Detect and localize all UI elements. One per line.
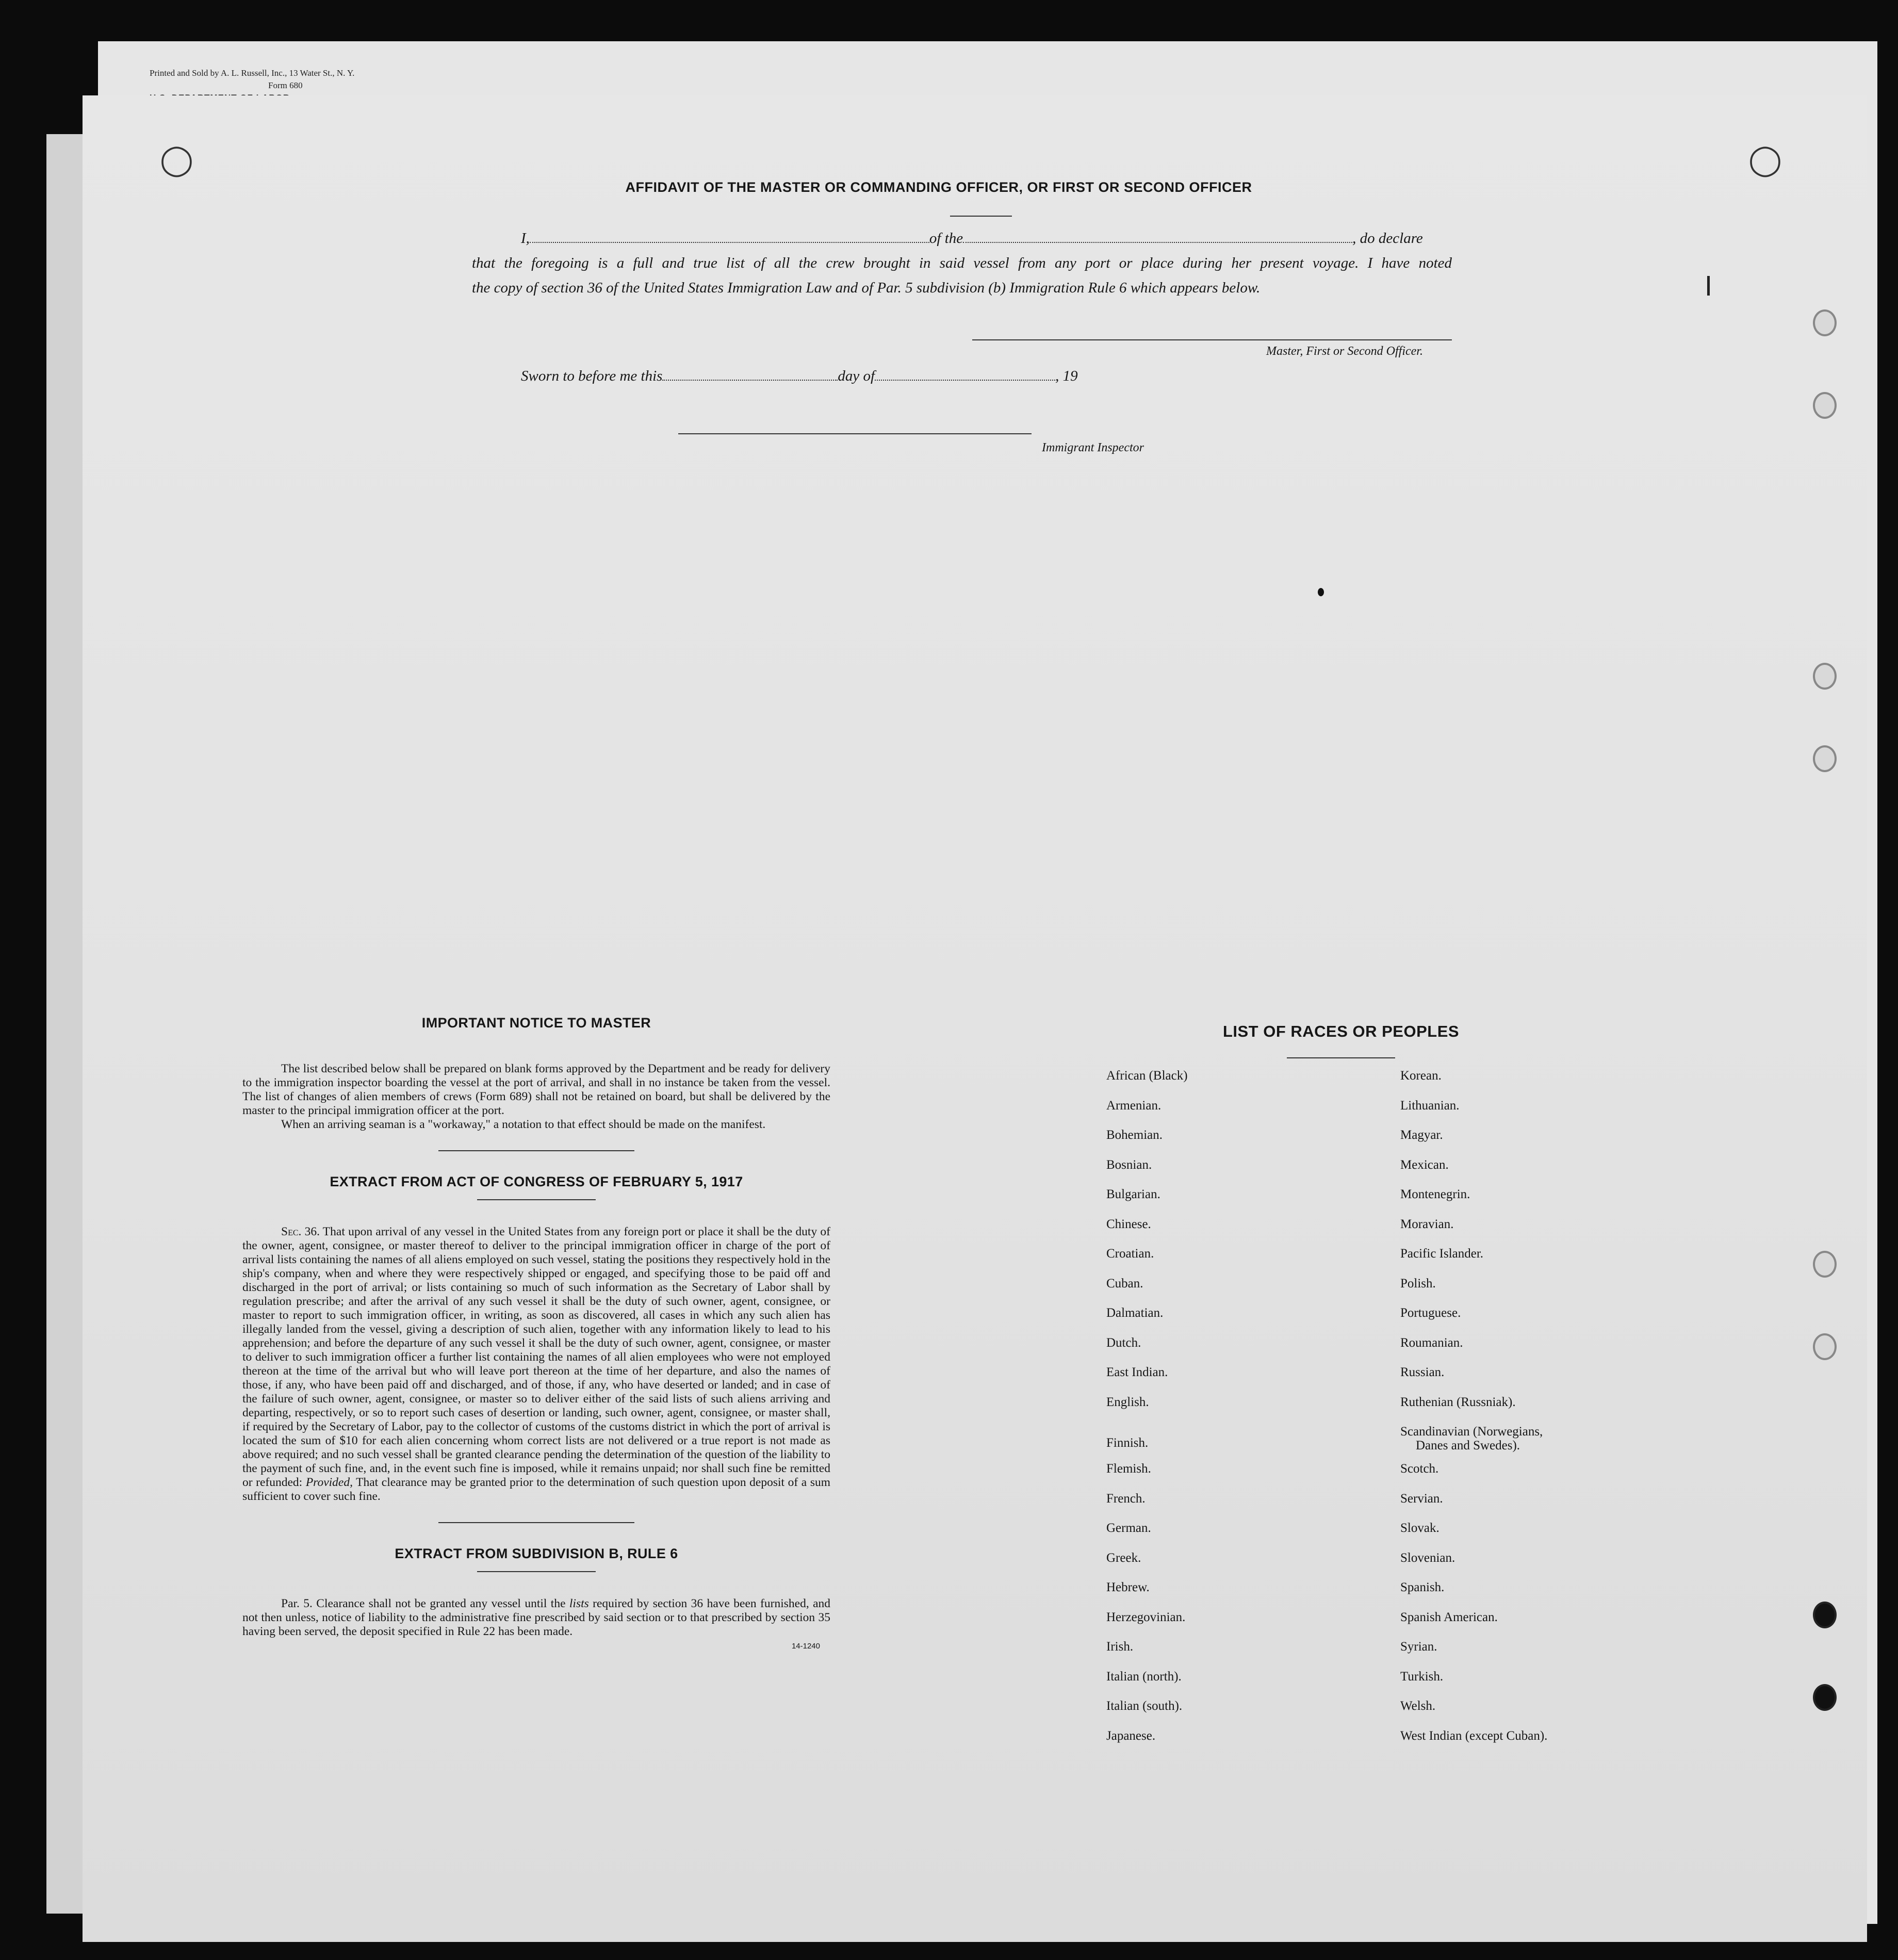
race-item: Welsh. bbox=[1400, 1699, 1436, 1713]
notices-column bbox=[242, 1015, 830, 1651]
race-item-label: Finnish. bbox=[1106, 1436, 1149, 1450]
races-left-column bbox=[1106, 1069, 1188, 1758]
race-item: Spanish. bbox=[1400, 1580, 1445, 1594]
races-right-column bbox=[1400, 1069, 1547, 1758]
vessel-field[interactable] bbox=[963, 231, 1352, 243]
inspector-signature-line[interactable] bbox=[678, 433, 1032, 434]
act-text: 36. That upon arrival of any vessel in the United States from any foreign port or place it shall be the duty of the owner, agent, consignee, or master thereof to deliver to the principal immigration officer in charge of the port of arrival lists containing the names of all aliens employed on such vessel, stating the positions they respectively hold in the ship's company, when and where they were respectively shipped or engaged, and specifying those to be paid off and discharged in the port of arrival; or lists containing so much of such information as the Secretary of Labor shall by regulation prescribe; and after the arrival of any such vessel it shall be the duty of such owner, agent, consignee, or master to report to such immigration officer, in writing, as soon as discovered, all cases in which any such alien has illegally landed from the vessel, giving a description of such alien, together with any information likely to lead to his apprehension; and before the departure of any such vessel it shall be the duty of such owner, agent, consignee, or master to deliver to such immigration officer a further list containing the names of all alien employees who were not employed thereon at the time of the arrival but who will leave port thereon at the time of her departure, and also the names of those, if any, who have been paid off and discharged, and of those, if any, who have deserted or landed; and in case of the failure of such owner, agent, consignee, or master so to deliver either of the said lists of such aliens arriving and departing, respectively, or so to report such cases of desertion or landing, such owner, agent, consignee, or master shall, if required by the Secretary of Labor, pay to the collector of customs of the customs district in which the port of arrival is located the sum of $10 for each alien concerning whom correct lists are not delivered or a true report is not made as above required; and no such vessel shall be granted clearance pending the determination of the question of the liability to the payment of such fine, and, in the event such fine is imposed, while it remains unpaid; nor shall such fine be remitted or refunded: bbox=[242, 1225, 830, 1489]
race-item: Hebrew. bbox=[1106, 1580, 1150, 1594]
race-item: Cuban. bbox=[1106, 1276, 1143, 1291]
sworn-day-field[interactable] bbox=[662, 368, 838, 381]
sworn-month-field[interactable] bbox=[875, 368, 1055, 381]
section-divider bbox=[438, 1522, 634, 1523]
race-item: Croatian. bbox=[1106, 1247, 1154, 1261]
races-title-rule bbox=[1287, 1057, 1395, 1058]
race-item: Chinese. bbox=[1106, 1217, 1151, 1231]
race-item: Korean. bbox=[1400, 1069, 1442, 1083]
race-item: German. bbox=[1106, 1521, 1151, 1535]
race-item: Lithuanian. bbox=[1400, 1098, 1460, 1113]
title-rule bbox=[950, 216, 1012, 217]
rule-extract-text bbox=[242, 1597, 830, 1639]
sworn-label: Sworn to before me this bbox=[521, 368, 663, 384]
sworn-line bbox=[521, 368, 1078, 385]
rule-text-b: required by section 36 have been furnished, and not then unless, notice of liability to the administrative fine prescribed by said section or to that prescribed by section 35 having been served, the deposit specified in Rule 22 has been made. bbox=[242, 1597, 831, 1638]
race-item: Servian. bbox=[1400, 1491, 1443, 1506]
act-extract-text bbox=[242, 1225, 830, 1504]
form-line: Form 680 bbox=[268, 80, 303, 90]
rule-text-a: Par. 5. Clearance shall not be granted any vessel until the bbox=[281, 1597, 569, 1610]
affidavit-of-the: of the bbox=[929, 230, 963, 247]
provided-word: Provided, bbox=[305, 1476, 353, 1489]
race-item: Greek. bbox=[1106, 1550, 1141, 1565]
affidavit-line-2: that the foregoing is a full and true list of all the crew brought in said vessel from any port or place during her present voyage. I have noted bbox=[472, 255, 1452, 271]
race-item: Spanish American. bbox=[1400, 1610, 1498, 1624]
race-item: Magyar. bbox=[1400, 1128, 1443, 1142]
race-item: Japanese. bbox=[1106, 1728, 1156, 1743]
race-item: West Indian (except Cuban). bbox=[1400, 1728, 1548, 1743]
bleed-through-text bbox=[1547, 263, 1815, 397]
race-item: Scotch. bbox=[1400, 1462, 1439, 1476]
race-item: Bohemian. bbox=[1106, 1128, 1163, 1142]
punch-hole-icon bbox=[1813, 309, 1837, 336]
name-field[interactable] bbox=[530, 231, 929, 243]
notice-title: IMPORTANT NOTICE TO MASTER bbox=[421, 1015, 651, 1031]
affidavit-body bbox=[472, 226, 1452, 300]
affidavit-title: AFFIDAVIT OF THE MASTER OR COMMANDING OFFICER, OR FIRST OR SECOND OFFICER bbox=[625, 179, 1252, 195]
race-item: Mexican. bbox=[1400, 1157, 1449, 1172]
race-item: Syrian. bbox=[1400, 1640, 1437, 1654]
race-item: Italian (south). bbox=[1106, 1699, 1183, 1713]
race-item: Turkish. bbox=[1400, 1669, 1444, 1684]
race-item: Armenian. bbox=[1106, 1098, 1161, 1113]
race-item: Portuguese. bbox=[1400, 1306, 1461, 1320]
master-signature-line[interactable] bbox=[972, 339, 1452, 340]
race-item: Roumanian. bbox=[1400, 1335, 1463, 1350]
race-item-line-1: Scandinavian (Norwegians, bbox=[1400, 1425, 1543, 1439]
race-item: Ruthenian (Russniak). bbox=[1400, 1395, 1516, 1409]
race-item: Herzegovinian. bbox=[1106, 1610, 1186, 1624]
corner-clip-icon: ◯ bbox=[160, 143, 193, 176]
punch-hole-icon bbox=[1813, 1602, 1837, 1628]
notice-paragraph-2: When an arriving seaman is a "workaway," a notation to that effect should be made on the manifest. bbox=[281, 1118, 766, 1131]
sec-label: Sec. bbox=[281, 1225, 302, 1238]
rule-extract-title: EXTRACT FROM SUBDIVISION B, RULE 6 bbox=[395, 1546, 678, 1561]
ink-speck bbox=[1318, 588, 1324, 596]
punch-hole-icon bbox=[1813, 1333, 1837, 1360]
race-item: Bulgarian. bbox=[1106, 1187, 1160, 1201]
race-item: Slovak. bbox=[1400, 1521, 1439, 1535]
race-item bbox=[1400, 1425, 1547, 1462]
punch-hole-icon bbox=[1813, 1251, 1837, 1278]
race-item bbox=[1106, 1425, 1188, 1462]
notice-paragraph-1: The list described below shall be prepared on blank forms approved by the Department and be ready for delivery to the immigration inspector boarding the vessel at the port of arrival, and shall in no instance be taken from the vessel. The list of changes of alien members of crews (Form 689) shall not be retained on board, but shall be delivered by the master to the principal immigration officer at the port. bbox=[242, 1062, 830, 1117]
race-item: Pacific Islander. bbox=[1400, 1247, 1484, 1261]
race-item: Slovenian. bbox=[1400, 1550, 1455, 1565]
affidavit-i: I, bbox=[521, 230, 530, 247]
race-item: African (Black) bbox=[1106, 1069, 1188, 1083]
affidavit-do-declare: , do declare bbox=[1352, 230, 1423, 247]
lists-word: lists bbox=[569, 1597, 589, 1610]
race-item: Italian (north). bbox=[1106, 1669, 1182, 1684]
race-item: East Indian. bbox=[1106, 1365, 1168, 1379]
punch-hole-icon bbox=[1813, 392, 1837, 419]
year-label: , 19 bbox=[1055, 368, 1078, 384]
punch-hole-icon bbox=[1813, 745, 1837, 772]
race-item-line-2: Danes and Swedes). bbox=[1416, 1439, 1520, 1452]
race-item: Bosnian. bbox=[1106, 1157, 1152, 1172]
race-item: Russian. bbox=[1400, 1365, 1445, 1379]
races-title: LIST OF RACES OR PEOPLES bbox=[1222, 1022, 1460, 1040]
race-item: English. bbox=[1106, 1395, 1149, 1409]
race-item: Flemish. bbox=[1106, 1462, 1151, 1476]
form-number: 14-1240 bbox=[791, 1642, 820, 1651]
punch-hole-icon bbox=[1813, 1684, 1837, 1711]
race-item: Dalmatian. bbox=[1106, 1306, 1164, 1320]
affidavit-line-3: the copy of section 36 of the United States Immigration Law and of Par. 5 subdivision (b) Immigration Rule 6 which appears below. bbox=[472, 280, 1261, 296]
section-divider bbox=[477, 1571, 596, 1572]
act-extract-title: EXTRACT FROM ACT OF CONGRESS OF FEBRUARY 5, 1917 bbox=[330, 1174, 743, 1189]
master-signature-label: Master, First or Second Officer. bbox=[1266, 345, 1423, 358]
race-item: French. bbox=[1106, 1491, 1146, 1506]
printer-line: Printed and Sold by A. L. Russell, Inc., 13 Water St., N. Y. bbox=[150, 68, 355, 78]
inspector-signature-label: Immigrant Inspector bbox=[1042, 441, 1144, 454]
race-item: Irish. bbox=[1106, 1640, 1134, 1654]
race-item: Moravian. bbox=[1400, 1217, 1454, 1231]
corner-clip-icon: ◯ bbox=[1748, 143, 1782, 176]
race-item: Polish. bbox=[1400, 1276, 1436, 1291]
section-divider bbox=[477, 1199, 596, 1200]
affidavit-line-1 bbox=[472, 226, 1452, 251]
race-item: Dutch. bbox=[1106, 1335, 1141, 1350]
day-of-label: day of bbox=[838, 368, 875, 384]
punch-hole-icon bbox=[1813, 663, 1837, 690]
act-text-end: That clearance may be granted prior to the determination of such question upon deposit of a sum sufficient to cover such fine. bbox=[242, 1476, 830, 1503]
section-divider bbox=[438, 1150, 634, 1151]
race-item: Montenegrin. bbox=[1400, 1187, 1470, 1201]
